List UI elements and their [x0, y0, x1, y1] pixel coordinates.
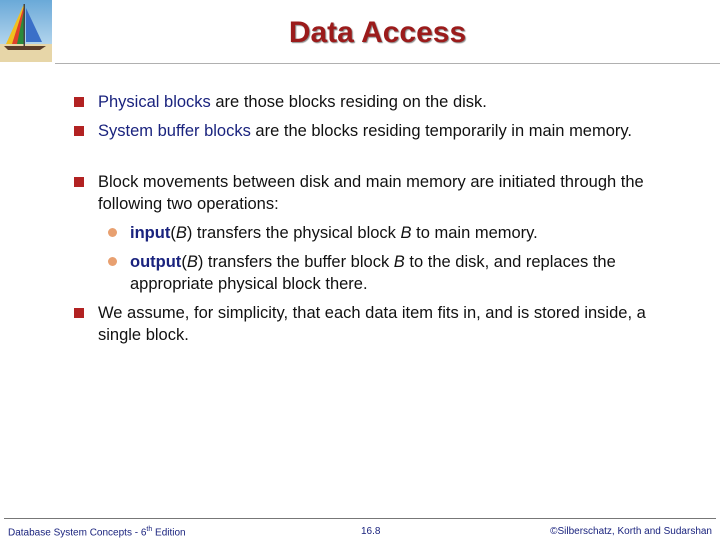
arg-b: B: [186, 253, 198, 271]
square-bullet-icon: [74, 308, 84, 318]
footer-book-sup: th: [146, 526, 153, 533]
footer-copyright: ©Silberschatz, Korth and Sudarshan: [550, 526, 712, 537]
sub-bullet-text: transfers the buffer block: [203, 253, 394, 271]
bullet-assumption: [98, 302, 678, 346]
term-physical-blocks: Physical blocks: [98, 93, 211, 111]
title-divider: [55, 63, 720, 64]
square-bullet-icon: [74, 97, 84, 107]
arg-b: B: [175, 224, 187, 242]
bullet-text: Block movements between disk and main memory are initiated through the following two operations:: [98, 173, 644, 213]
square-bullet-icon: [74, 126, 84, 136]
bullet-text: are the blocks residing temporarily in main memory.: [250, 122, 633, 140]
op-output: output: [130, 253, 182, 271]
sub-bullet-output: [130, 251, 690, 295]
paren-open: (: [170, 224, 176, 242]
footer-book-prefix: Database System Concepts - 6: [8, 527, 147, 539]
square-bullet-icon: [74, 177, 84, 187]
footer-book-title: [8, 526, 186, 538]
sub-bullet-text: to main memory.: [411, 224, 538, 242]
footer-divider: [4, 518, 716, 519]
bullet-system-buffer-blocks: [98, 120, 678, 142]
sub-bullet-text: to the disk, and replaces the appropriate physical block there.: [130, 253, 616, 293]
slide-title: Data Access: [288, 16, 467, 49]
sub-bullet-text: transfers the physical block: [192, 224, 401, 242]
round-bullet-icon: [108, 257, 117, 266]
sub-bullet-input: [130, 222, 690, 244]
paren-close: ): [197, 253, 204, 271]
round-bullet-icon: [108, 228, 117, 237]
arg-b: B: [393, 253, 405, 271]
bullet-block-movements: [98, 171, 678, 215]
term-system-buffer-blocks: System buffer blocks: [98, 122, 251, 140]
paren-close: ): [186, 224, 193, 242]
footer-page-number: 16.8: [361, 526, 381, 537]
paren-open: (: [181, 253, 187, 271]
bullet-physical-blocks: [98, 91, 678, 113]
bullet-text: are those blocks residing on the disk.: [210, 93, 487, 111]
footer-book-suffix: Edition: [152, 527, 186, 539]
bullet-text: We assume, for simplicity, that each data item fits in, and is stored inside, a single block.: [98, 304, 646, 344]
arg-b: B: [400, 224, 412, 242]
op-input: input: [130, 224, 171, 242]
